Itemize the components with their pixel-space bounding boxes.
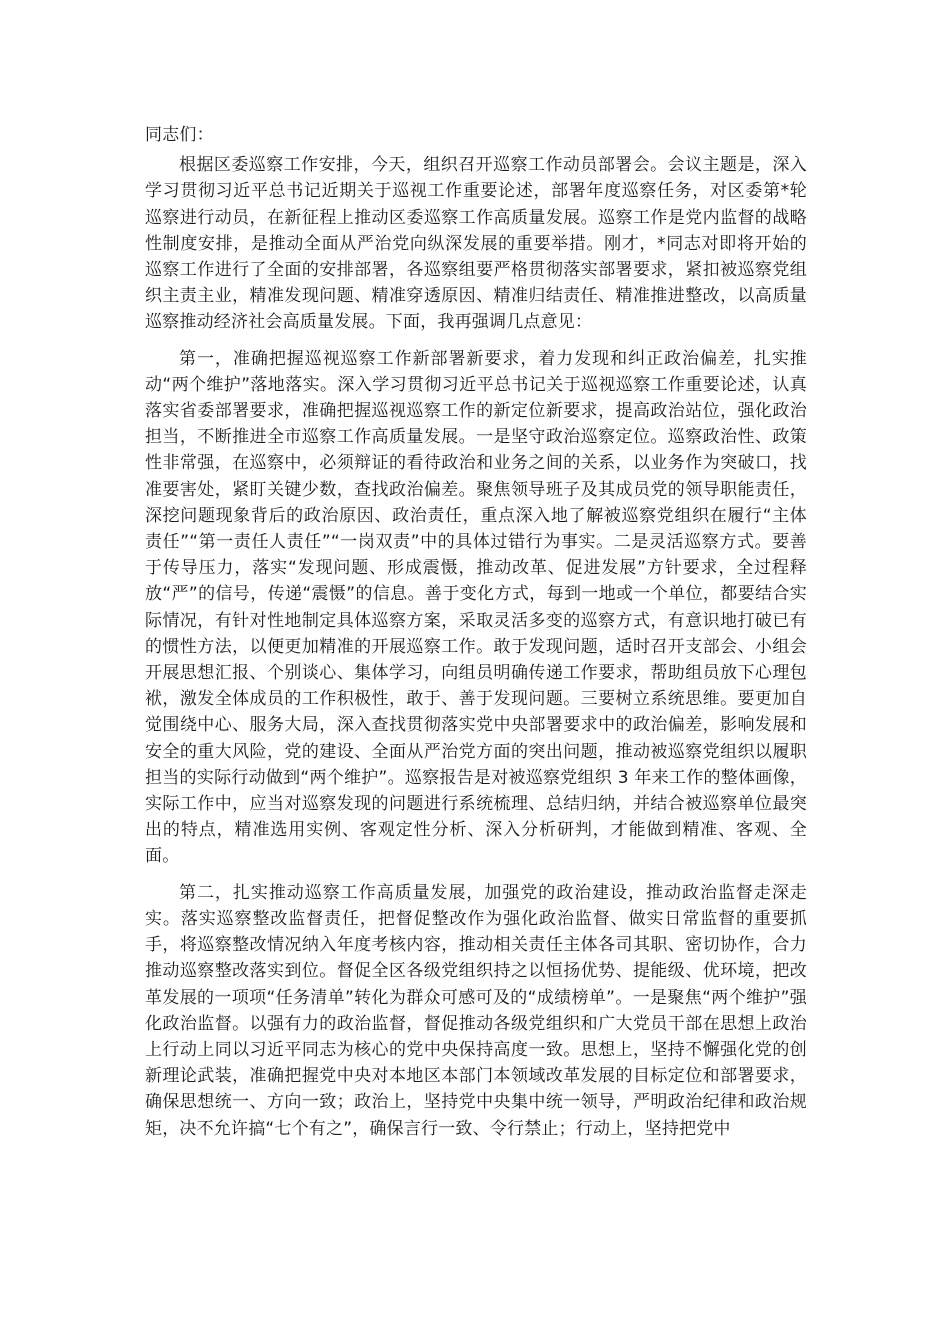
paragraph-second-point: 第二，扎实推动巡察工作高质量发展，加强党的政治建设，推动政治监督走深走实。落实巡察整改监督责任，把督促整改作为强化政治监督、做实日常监督的重要抓手，将巡察整改情况纳入年度考核内容，推动相关责任主体各司其职、密切协作，合力推动巡察整改落实到位。督促全区各级党组织持之以恒扬优势、提能级、优环境，把改革发展的一项项“任务清单”转化为群众可感可及的“成绩榜单”。一是聚焦“两个维护”强化政治监督。以强有力的政治监督，督促推动各级党组织和广大党员干部在思想上政治上行动上同以习近平同志为核心的党中央保持高度一致。思想上，坚持不懈强化党的创新理论武装，准确把握党中央对本地区本部门本领域改革发展的目标定位和部署要求，确保思想统一、方向一致；政治上，坚持党中央集中统一领导，严明政治纪律和政治规矩，决不允许搞“七个有之”，确保言行一致、令行禁止；行动上，坚持把党中 (145, 882, 807, 1139)
paragraph-first-point: 第一，准确把握巡视巡察工作新部署新要求，着力发现和纠正政治偏差，扎实推动“两个维护”落地落实。深入学习贯彻习近平总书记关于巡视巡察工作重要论述，认真落实省委部署要求，准确把握巡视巡察工作的新定位新要求，提高政治站位，强化政治担当，不断推进全市巡察工作高质量发展。一是坚守政治巡察定位。巡察政治性、政策性非常强，在巡察中，必须辩证的看待政治和业务之间的关系，以业务作为突破口，找准要害处，紧盯关键少数，查找政治偏差。聚焦领导班子及其成员党的领导职能责任，深挖问题现象背后的政治原因、政治责任，重点深入地了解被巡察党组织在履行“主体责任”“第一责任人责任”“一岗双责”中的具体过错行为事实。二是灵活巡察方式。要善于传导压力，落实“发现问题、形成震慑，推动改革、促进发展”方针要求，全过程释放“严”的信号，传递“震慑”的信息。善于变化方式，每到一地或一个单位，都要结合实际情况，有针对性地制定具体巡察方案，采取灵活多变的巡察方式，有意识地打破已有的惯性方法，以便更加精准的开展巡察工作。敢于发现问题，适时召开支部会、小组会开展思想汇报、个别谈心、集体学习，向组员明确传递工作要求，帮助组员放下心理包袱，激发全体成员的工作积极性，敢于、善于发现问题。三要树立系统思维。要更加自觉围绕中心、服务大局，深入查找贯彻落实党中央部署要求中的政治偏差，影响发展和安全的重大风险，党的建设、全面从严治党方面的突出问题，推动被巡察党组织以履职担当的实际行动做到“两个维护”。巡察报告是对被巡察党组织 3 年来工作的整体画像，实际工作中，应当对巡察发现的问题进行系统梳理、总结归纳，并结合被巡察单位最突出的特点，精准选用实例、客观定性分析、深入分析研判，才能做到精准、客观、全面。 (145, 348, 807, 867)
paragraph-intro: 根据区委巡察工作安排，今天，组织召开巡察工作动员部署会。会议主题是，深入学习贯彻习近平总书记近期关于巡视工作重要论述，部署年度巡察任务，对区委第*轮巡察进行动员，在新征程上推动区委巡察工作高质量发展。巡察工作是党内监督的战略性制度安排，是推动全面从严治党向纵深发展的重要举措。刚才，*同志对即将开始的巡察工作进行了全面的安排部署，各巡察组要严格贯彻落实部署要求，紧扣被巡察党组织主责主业，精准发现问题、精准穿透原因、精准归结责任、精准推进整改，以高质量巡察推动经济社会高质量发展。下面，我再强调几点意见： (145, 155, 807, 333)
salutation: 同志们： (145, 125, 214, 145)
document-page (145, 122, 807, 1152)
